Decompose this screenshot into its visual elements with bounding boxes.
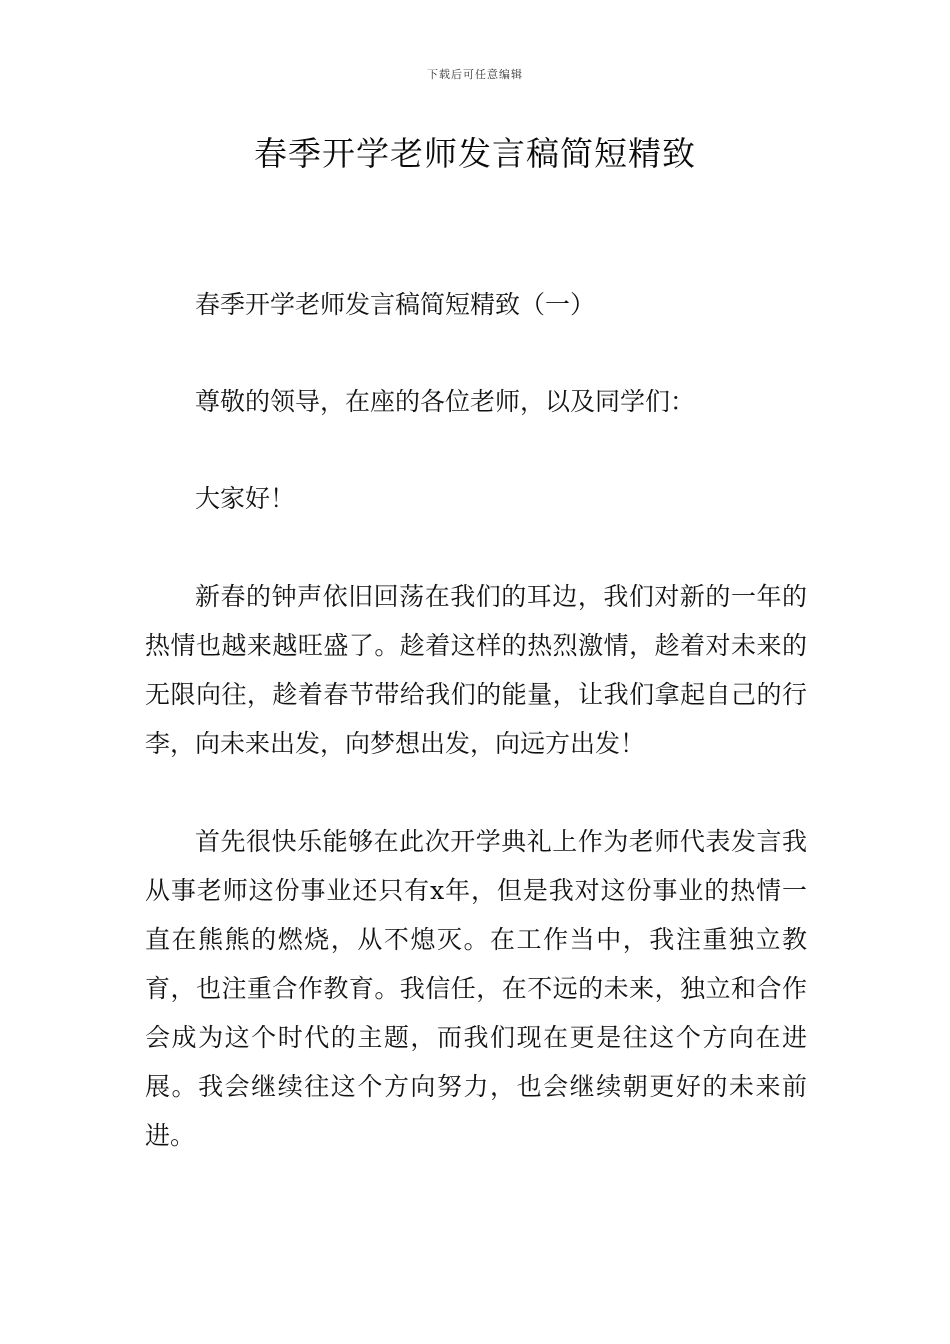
document-title: 春季开学老师发言稿简短精致 (254, 134, 696, 173)
document-body (145, 280, 807, 1160)
section-subtitle: 春季开学老师发言稿简短精致（一） (195, 290, 596, 319)
hello-line: 大家好！ (195, 484, 296, 513)
body-paragraph: 首先很快乐能够在此次开学典礼上作为老师代表发言我从事老师这份事业还只有x年，但是我对这份事业的热情一直在熊熊的燃烧，从不熄灭。在工作当中，我注重独立教育，也注重合作教育。我信任，在不远的未来，独立和合作会成为这个时代的主题，而我们现在更是往这个方向在进展。我会继续往这个方向努力，也会继续朝更好的未来前进。 (145, 827, 807, 1150)
body-paragraph: 新春的钟声依旧回荡在我们的耳边，我们对新的一年的热情也越来越旺盛了。趁着这样的热烈激情，趁着对未来的无限向往，趁着春节带给我们的能量，让我们拿起自己的行李，向未来出发，向梦想出发，向远方出发！ (145, 582, 807, 758)
header-note: 下载后可任意编辑 (427, 68, 523, 81)
greeting-line: 尊敬的领导，在座的各位老师，以及同学们： (195, 387, 696, 416)
